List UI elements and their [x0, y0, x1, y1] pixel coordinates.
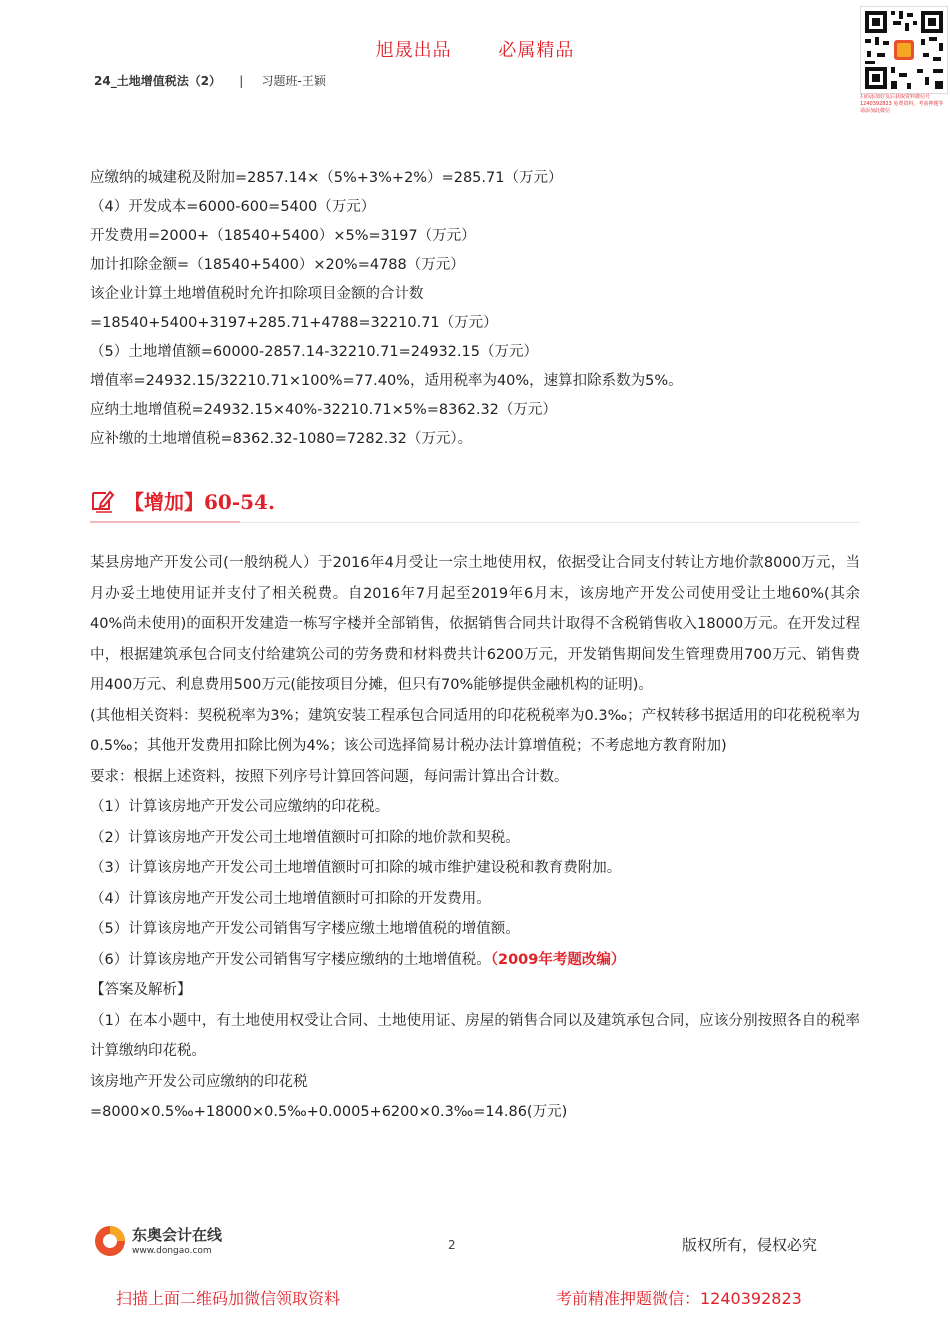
answer-formula: =8000×0.5‰+18000×0.5‰+0.0005+6200×0.3‰=14.86(万元) [90, 1104, 568, 1120]
logo-url: www.dongao.com [132, 1246, 212, 1256]
exam-source: （2009年考题改编） [490, 951, 626, 968]
qr-caption: 扫码添加好友后获取资料微信号 1240392823 免费资料，考前押题等请添加此微信 [860, 94, 944, 114]
section-divider [90, 522, 860, 523]
course-name: 24_土地增值税法（2） [94, 74, 222, 88]
question-item-text: （6）计算该房地产开发公司销售写字楼应缴纳的土地增值税。 [90, 951, 491, 968]
course-title [94, 72, 326, 89]
section-title: 【增加】60-54. [124, 490, 275, 514]
calculation-block [90, 164, 683, 454]
calc-line: 开发费用=2000+（18540+5400）×5%=3197（万元） [90, 228, 476, 244]
question-item: （1）计算该房地产开发公司应缴纳的印花税。 [90, 799, 390, 815]
question-body [90, 548, 860, 1128]
logo-name: 东奥会计在线 [132, 1226, 223, 1244]
page-number: 2 [448, 1238, 456, 1252]
calc-line: 应纳土地增值税=24932.15×40%-32210.71×5%=8362.32（万元） [90, 402, 557, 418]
question-item: （5）计算该房地产开发公司销售写字楼应缴土地增值税的增值额。 [90, 921, 520, 937]
question-notes: (其他相关资料：契税税率为3%；建筑安装工程承包合同适用的印花税税率为0.3‰；产权转移书据适用的印花税税率为0.5‰；其他开发费用扣除比例为4%；该公司选择简易计税办法计算增值税；不考虑地方教育附加) [90, 707, 860, 754]
copyright-notice: 版权所有，侵权必究 [682, 1236, 818, 1254]
header-separator: | [239, 74, 244, 88]
edit-note-icon [90, 487, 116, 513]
calc-line: （5）土地增值额=60000-2857.14-32210.71=24932.15（万元） [90, 344, 538, 360]
promo-right: 考前精准押题微信：1240392823 [556, 1289, 802, 1308]
question-item: （4）计算该房地产开发公司土地增值额时可扣除的开发费用。 [90, 890, 491, 907]
calc-line: （4）开发成本=6000-600=5400（万元） [90, 199, 376, 215]
header-brand [0, 36, 950, 62]
calc-line: 加计扣除金额=（18540+5400）×20%=4788（万元） [90, 257, 465, 273]
promo-left: 扫描上面二维码加微信领取资料 [116, 1289, 341, 1308]
answer-paragraph: （1）在本小题中，有土地使用权受让合同、土地使用证、房屋的销售合同以及建筑承包合同，应该分别按照各自的税率计算缴纳印花税。 [90, 1012, 860, 1059]
answer-heading: 【答案及解析】 [90, 982, 192, 998]
question-item: （3）计算该房地产开发公司土地增值额时可扣除的城市维护建设税和教育费附加。 [90, 860, 622, 876]
class-name: 习题班-王颖 [261, 74, 326, 88]
question-paragraph: 某县房地产开发公司(一般纳税人）于2016年4月受让一宗土地使用权，依据受让合同支付转让方地价款8000万元，当月办妥土地使用证并支付了相关税费。自2016年7月起至2019年6月末，该房地产开发公司使用受让土地60%(其余40%尚未使用)的面积开发建造一栋写字楼并全部销售，依据销售合同共计取得不含税销售收入18000万元。在开发过程中，根据建筑承包合同支付给建筑公司的劳务费和材料费共计6200万元，开发销售期间发生管理费用700万元、销售费用400万元、利息费用500万元(能按项目分摊，但只有70%能够提供金融机构的证明)。 [90, 555, 860, 693]
calc-line: 应补缴的土地增值税=8362.32-1080=7282.32（万元）。 [90, 431, 473, 447]
brand-left: 旭晟出品 [375, 40, 452, 61]
question-item-last [90, 945, 860, 976]
dongao-logo-icon [92, 1222, 128, 1258]
brand-right: 必属精品 [498, 40, 575, 61]
calc-line: =18540+5400+3197+285.71+4788=32210.71（万元） [90, 315, 498, 331]
calc-line: 应缴纳的城建税及附加=2857.14×（5%+3%+2%）=285.71（万元） [90, 170, 563, 186]
calc-line: 增值率=24932.15/32210.71×100%=77.40%，适用税率为40%，速算扣除系数为5%。 [90, 373, 683, 389]
qr-code-icon [860, 6, 948, 94]
calc-line: 该企业计算土地增值税时允许扣除项目金额的合计数 [90, 286, 424, 302]
question-item: （2）计算该房地产开发公司土地增值额时可扣除的地价款和契税。 [90, 829, 520, 846]
question-requirement: 要求：根据上述资料，按照下列序号计算回答问题，每问需计算出合计数。 [90, 768, 569, 785]
answer-line: 该房地产开发公司应缴纳的印花税 [90, 1073, 308, 1090]
